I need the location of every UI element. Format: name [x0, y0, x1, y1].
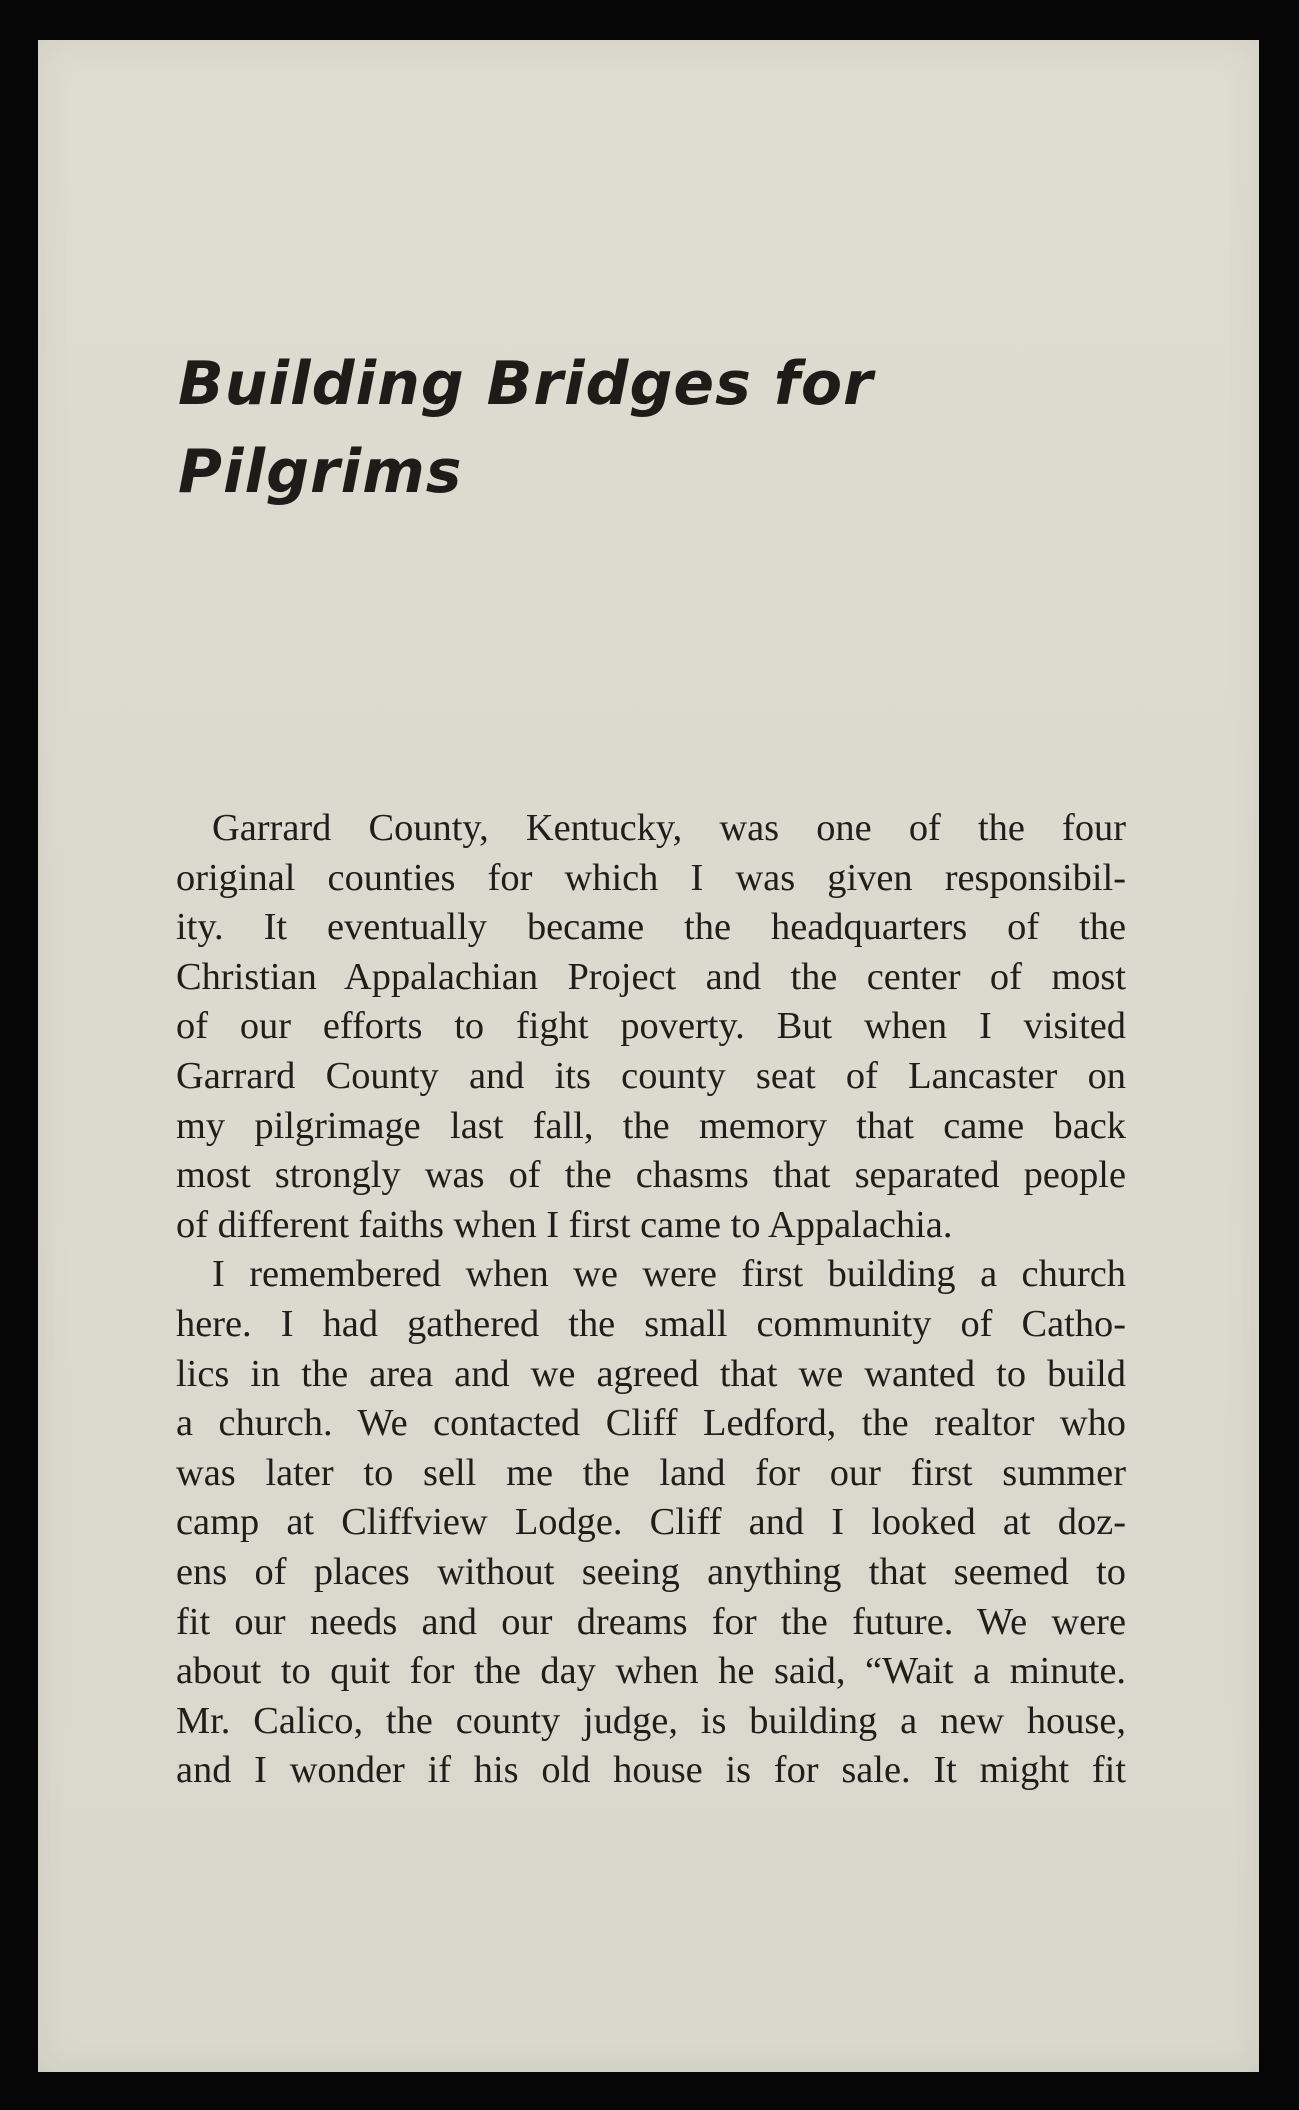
text-line: original counties for which I was given responsibil-: [176, 856, 1126, 899]
chapter-title-line-2: Pilgrims: [178, 437, 463, 507]
text-line: a church. We contacted Cliff Ledford, the realtor who: [176, 1402, 1126, 1445]
text-line: my pilgrimage last fall, the memory that came back: [176, 1104, 1126, 1147]
text-line: here. I had gathered the small community of Catho-: [176, 1302, 1126, 1345]
text-line: Christian Appalachian Project and the center of most: [176, 955, 1126, 998]
text-line: Mr. Calico, the county judge, is building a new house,: [176, 1699, 1126, 1742]
text-line: most strongly was of the chasms that separated people: [176, 1154, 1126, 1197]
text-line: and I wonder if his old house is for sale. It might fit: [176, 1749, 1126, 1792]
body-text: [176, 804, 1126, 1796]
text-line: was later to sell me the land for our first summer: [176, 1451, 1126, 1494]
text-line: ens of places without seeing anything that seemed to: [176, 1550, 1126, 1593]
text-line: of our efforts to fight poverty. But when I visited: [176, 1005, 1126, 1048]
text-line: lics in the area and we agreed that we wanted to build: [176, 1352, 1126, 1395]
text-line: fit our needs and our dreams for the future. We were: [176, 1600, 1126, 1643]
text-line: about to quit for the day when he said, “Wait a minute.: [176, 1650, 1126, 1693]
text-line: I remembered when we were first building a church: [212, 1253, 1126, 1296]
text-line: ity. It eventually became the headquarters of the: [176, 906, 1126, 949]
chapter-title-line-1: Building Bridges for: [178, 349, 874, 419]
book-page: [38, 40, 1259, 2072]
text-line: of different faiths when I first came to Appalachia.: [176, 1203, 953, 1246]
text-line: Garrard County, Kentucky, was one of the four: [212, 807, 1126, 849]
chapter-title: [178, 340, 1158, 516]
text-line: Garrard County and its county seat of Lancaster on: [176, 1054, 1126, 1097]
text-line: camp at Cliffview Lodge. Cliff and I looked at doz-: [176, 1501, 1126, 1544]
